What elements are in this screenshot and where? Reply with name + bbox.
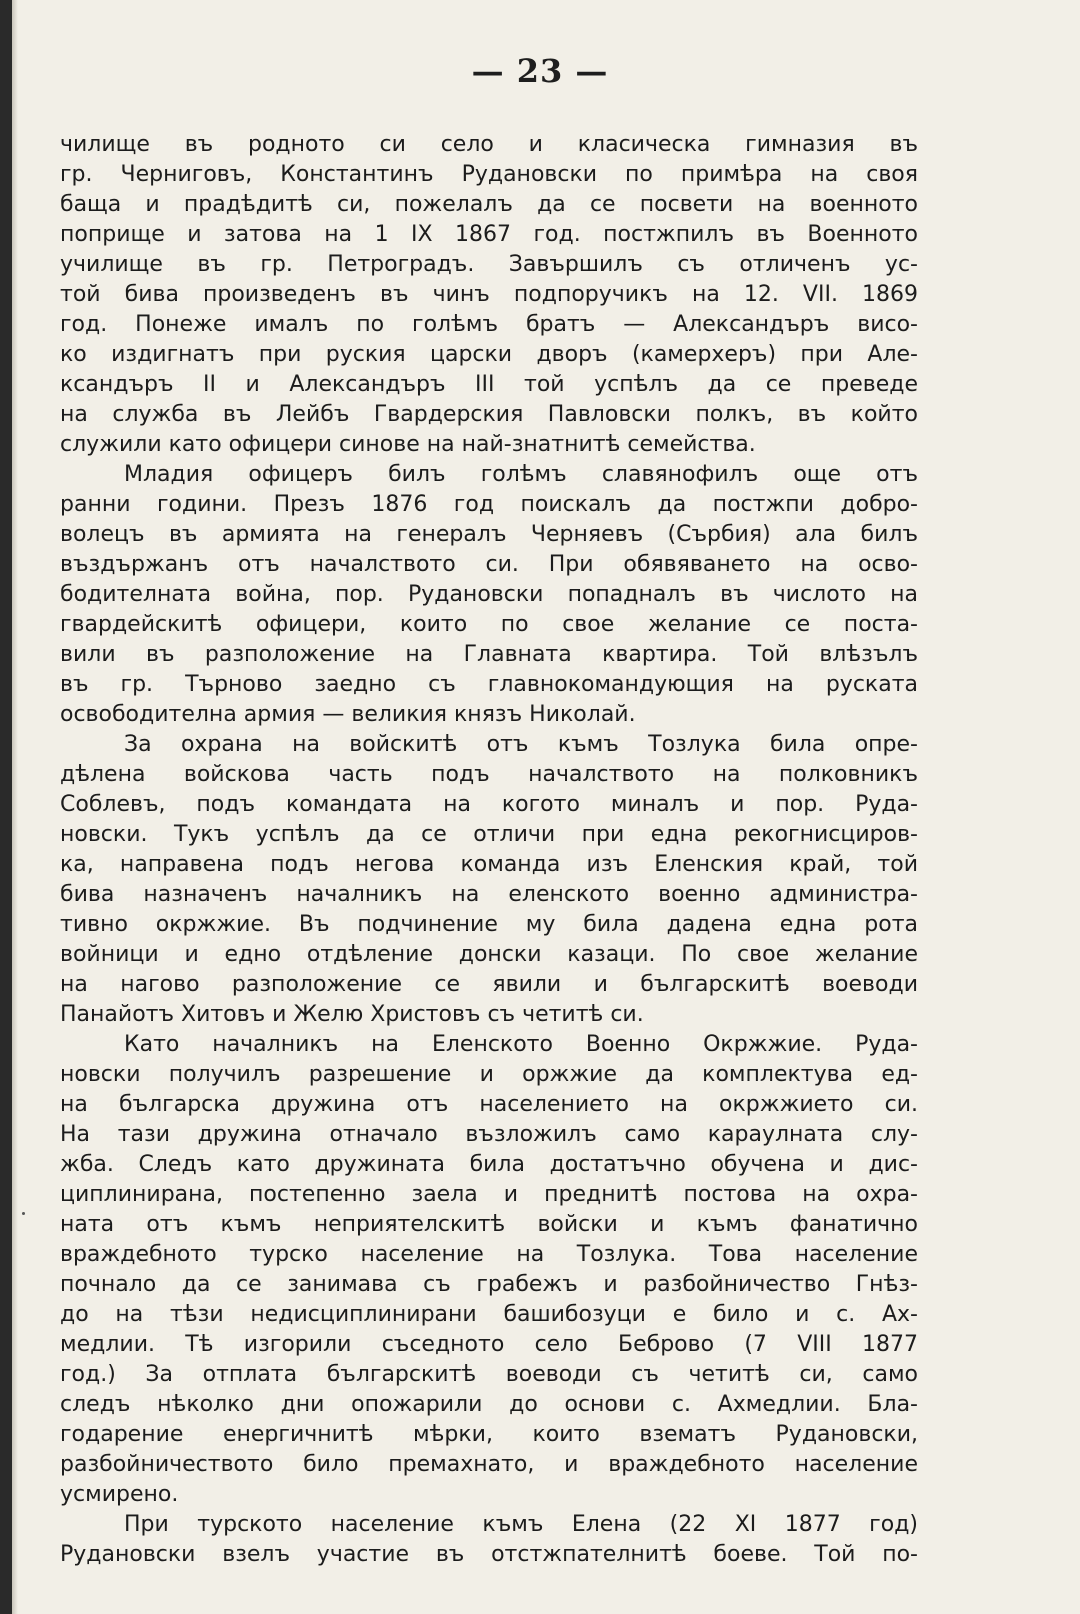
text-line: жба. Следъ като дружината била достатъчно обучена и дис-	[60, 1152, 918, 1177]
text-line: въ гр. Търново заедно съ главнокомандующия на руската	[60, 672, 918, 697]
text-line: ка, направена подъ негова команда изъ Еленския край, той	[60, 852, 918, 877]
text-line: разбойничеството било премахнато, и враждебното население	[60, 1452, 918, 1477]
text-line: той бива произведенъ въ чинъ подпоручикъ на 12. VII. 1869	[60, 282, 918, 307]
text-line: чилище въ родното си село и класическа гимназия въ	[60, 132, 918, 157]
text-line: гвардейскитѣ офицери, които по свое желание се поста-	[60, 612, 918, 637]
text-line: освободителна армия — великия князъ Николай.	[60, 702, 636, 727]
text-line: училище въ гр. Петроградъ. Завършилъ съ отличенъ ус-	[60, 252, 918, 277]
text-line: на нагово разположение се явили и българскитѣ воеводи	[60, 972, 918, 997]
text-line: Панайотъ Хитовъ и Желю Христовъ съ четитѣ си.	[60, 1002, 644, 1027]
page-number: — 23 —	[471, 52, 609, 90]
text-line: враждебното турско население на Тозлука. Това население	[60, 1242, 918, 1267]
text-line: медлии. Тѣ изгорили съседното село Беброво (7 VIII 1877	[60, 1332, 918, 1357]
text-line: ко издигнатъ при руския царски дворъ (камерхеръ) при Але-	[60, 342, 918, 367]
text-line: За охрана на войскитѣ отъ къмъ Тозлука била опре-	[124, 732, 918, 757]
body-text	[60, 130, 918, 1570]
text-line: на българска дружина отъ населението на окржжието си.	[60, 1092, 918, 1117]
text-line: дѣлена войскова часть подъ началството на полковникъ	[60, 762, 918, 787]
text-line: При турското население къмъ Елена (22 XI 1877 год)	[124, 1512, 918, 1537]
text-line: На тази дружина отначало възложилъ само караулната слу-	[60, 1122, 918, 1147]
text-line: ранни години. Презъ 1876 год поискалъ да постжпи добро-	[60, 492, 918, 517]
text-line: Рудановски взелъ участие въ отстжпателнитѣ боеве. Той по-	[60, 1542, 918, 1567]
text-line: до на тѣзи недисциплинирани башибозуци е било и с. Ах-	[60, 1302, 918, 1327]
text-line: Младия офицеръ билъ голѣмъ славянофилъ още отъ	[124, 462, 918, 487]
text-line: циплинирана, постепенно заела и преднитѣ постова на охра-	[60, 1182, 918, 1207]
text-line: гр. Черниговъ, Константинъ Рудановски по примѣра на своя	[60, 162, 918, 187]
page-shadow	[12, 0, 18, 1614]
text-line: год.) За отплата българскитѣ воеводи съ четитѣ си, само	[60, 1362, 918, 1387]
text-line: почнало да се занимава съ грабежъ и разбойничество Гнѣз-	[60, 1272, 918, 1297]
text-line: служили като офицери синове на най-знатнитѣ семейства.	[60, 432, 756, 457]
text-line: войници и едно отдѣление донски казаци. По свое желание	[60, 942, 918, 967]
text-line: Като началникъ на Еленското Военно Окржжие. Руда-	[124, 1032, 918, 1057]
text-line: вили въ разположение на Главната квартира. Той влѣзълъ	[60, 642, 918, 667]
binding-edge	[0, 0, 12, 1614]
text-line: волецъ въ армията на генералъ Черняевъ (Сърбия) ала билъ	[60, 522, 918, 547]
text-line: Соблевъ, подъ командата на когото миналъ и пор. Руда-	[60, 792, 918, 817]
text-line: тивно окржжие. Въ подчинение му била дадена една рота	[60, 912, 918, 937]
text-line: усмирено.	[60, 1482, 179, 1507]
text-line: год. Понеже ималъ по голѣмъ братъ — Александъръ висо-	[60, 312, 918, 337]
text-line: ксандъръ II и Александъръ III той успѣлъ да се преведе	[60, 372, 918, 397]
text-line: поприще и затова на 1 IX 1867 год. постжпилъ въ Военното	[60, 222, 918, 247]
text-line: бодителната война, пор. Рудановски попадналъ въ числото на	[60, 582, 918, 607]
text-line: на служба въ Лейбъ Гвардерския Павловски полкъ, въ който	[60, 402, 918, 427]
text-line: баща и прадѣдитѣ си, пожелалъ да се посвети на военното	[60, 192, 918, 217]
text-line: новски. Тукъ успѣлъ да се отличи при една рекогнисциров-	[60, 822, 918, 847]
text-line: годарение енергичнитѣ мѣрки, които взематъ Рудановски,	[60, 1422, 918, 1447]
text-line: бива назначенъ началникъ на еленското военно администра-	[60, 882, 918, 907]
ink-speck	[22, 1212, 25, 1215]
text-line: следъ нѣколко дни опожарили до основи с. Ахмедлии. Бла-	[60, 1392, 918, 1417]
text-line: въздържанъ отъ началството си. При обявяването на осво-	[60, 552, 918, 577]
text-line: новски получилъ разрешение и оржжие да комплектува ед-	[60, 1062, 918, 1087]
text-line: ната отъ къмъ неприятелскитѣ войски и къмъ фанатично	[60, 1212, 918, 1237]
